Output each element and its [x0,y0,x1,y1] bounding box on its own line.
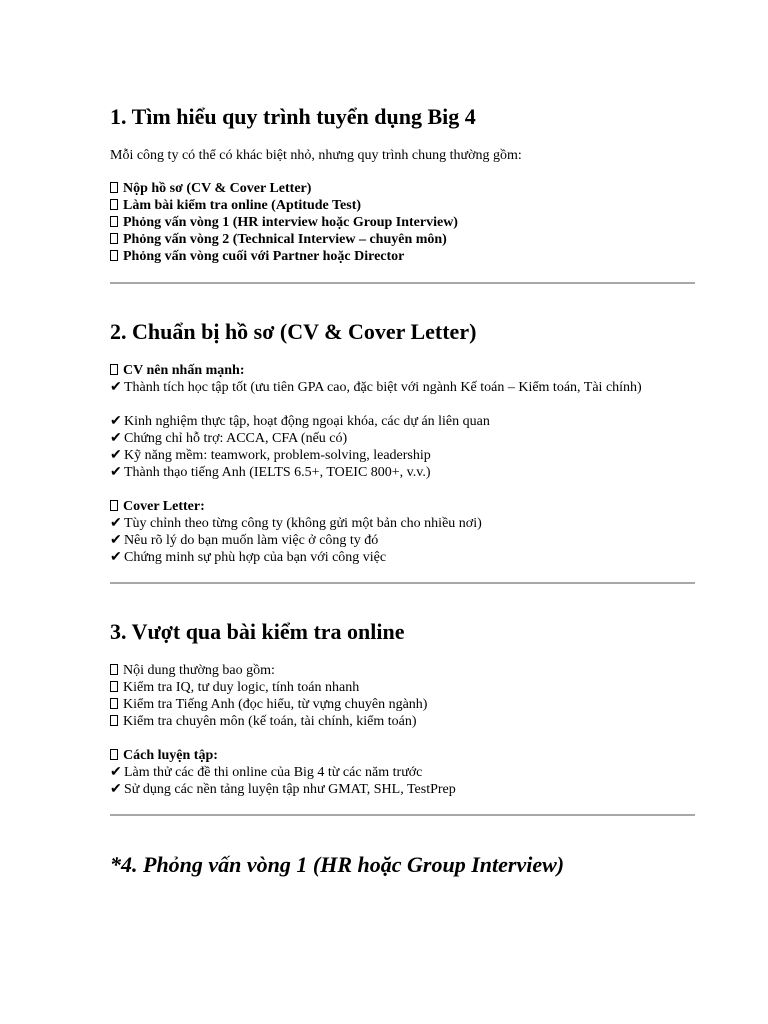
checkmark-icon: ✔ [110,765,122,780]
section-divider [110,582,695,584]
checkbox-icon [110,664,118,675]
checkmark-icon: ✔ [110,465,122,480]
practice-point: ✔ Làm thử các đề thi online của Big 4 từ các năm trước [110,765,423,780]
cv-point: ✔ Kinh nghiệm thực tập, hoạt động ngoại khóa, các dự án liên quan [110,414,490,429]
checkbox-icon [110,698,118,709]
cover-letter-heading: Cover Letter: [110,498,205,515]
cv-point: ✔ Thành thạo tiếng Anh (IELTS 6.5+, TOEIC 800+, v.v.) [110,465,431,480]
cv-point: ✔ Thành tích học tập tốt (ưu tiên GPA cao, đặc biệt với ngành Kế toán – Kiểm toán, Tài chính) [110,380,642,395]
checkbox-icon [110,749,118,760]
cv-point: ✔ Chứng chỉ hỗ trợ: ACCA, CFA (nếu có) [110,431,348,446]
section-divider [110,282,695,284]
test-content-point: Kiểm tra IQ, tư duy logic, tính toán nhanh [110,679,359,696]
test-content-point: Kiểm tra chuyên môn (kế toán, tài chính, kiểm toán) [110,713,417,730]
checkbox-icon [110,364,118,375]
checkbox-icon [110,182,118,193]
checkbox-icon [110,681,118,692]
section-divider [110,814,695,816]
practice-heading: Cách luyện tập: [110,747,218,764]
test-content-heading: Nội dung thường bao gồm: [110,662,275,679]
checkbox-icon [110,500,118,511]
checkmark-icon: ✔ [110,431,122,446]
step-item: Làm bài kiểm tra online (Aptitude Test) [110,197,361,214]
practice-point: ✔ Sử dụng các nền tảng luyện tập như GMAT, SHL, TestPrep [110,782,456,797]
cv-point: ✔ Kỹ năng mềm: teamwork, problem-solving, leadership [110,448,431,463]
checkbox-icon [110,250,118,261]
section-2-title: 2. Chuẩn bị hồ sơ (CV & Cover Letter) [110,319,477,344]
cover-letter-point: ✔ Chứng minh sự phù hợp của bạn với công việc [110,550,387,565]
checkmark-icon: ✔ [110,380,122,395]
checkmark-icon: ✔ [110,516,122,531]
checkbox-icon [110,233,118,244]
checkmark-icon: ✔ [110,533,122,548]
cv-heading: CV nên nhấn mạnh: [110,362,245,379]
section-3-title: 3. Vượt qua bài kiểm tra online [110,619,405,644]
checkbox-icon [110,216,118,227]
checkmark-icon: ✔ [110,414,122,429]
checkmark-icon: ✔ [110,782,122,797]
step-item: Phỏng vấn vòng cuối với Partner hoặc Director [110,248,404,265]
checkmark-icon: ✔ [110,448,122,463]
step-item: Nộp hồ sơ (CV & Cover Letter) [110,180,311,197]
cover-letter-point: ✔ Tùy chỉnh theo từng công ty (không gửi một bản cho nhiều nơi) [110,516,482,531]
step-item: Phỏng vấn vòng 1 (HR interview hoặc Group Interview) [110,214,458,231]
section-4-title: *4. Phỏng vấn vòng 1 (HR hoặc Group Interview) [110,852,565,877]
cover-letter-point: ✔ Nêu rõ lý do bạn muốn làm việc ở công ty đó [110,533,379,548]
checkbox-icon [110,715,118,726]
test-content-point: Kiểm tra Tiếng Anh (đọc hiểu, từ vựng chuyên ngành) [110,696,427,713]
checkbox-icon [110,199,118,210]
checkmark-icon: ✔ [110,550,122,565]
step-item: Phỏng vấn vòng 2 (Technical Interview – chuyên môn) [110,231,447,248]
section-1-intro: Mỗi công ty có thể có khác biệt nhỏ, nhưng quy trình chung thường gồm: [110,148,522,163]
section-1-title: 1. Tìm hiểu quy trình tuyển dụng Big 4 [110,104,476,129]
